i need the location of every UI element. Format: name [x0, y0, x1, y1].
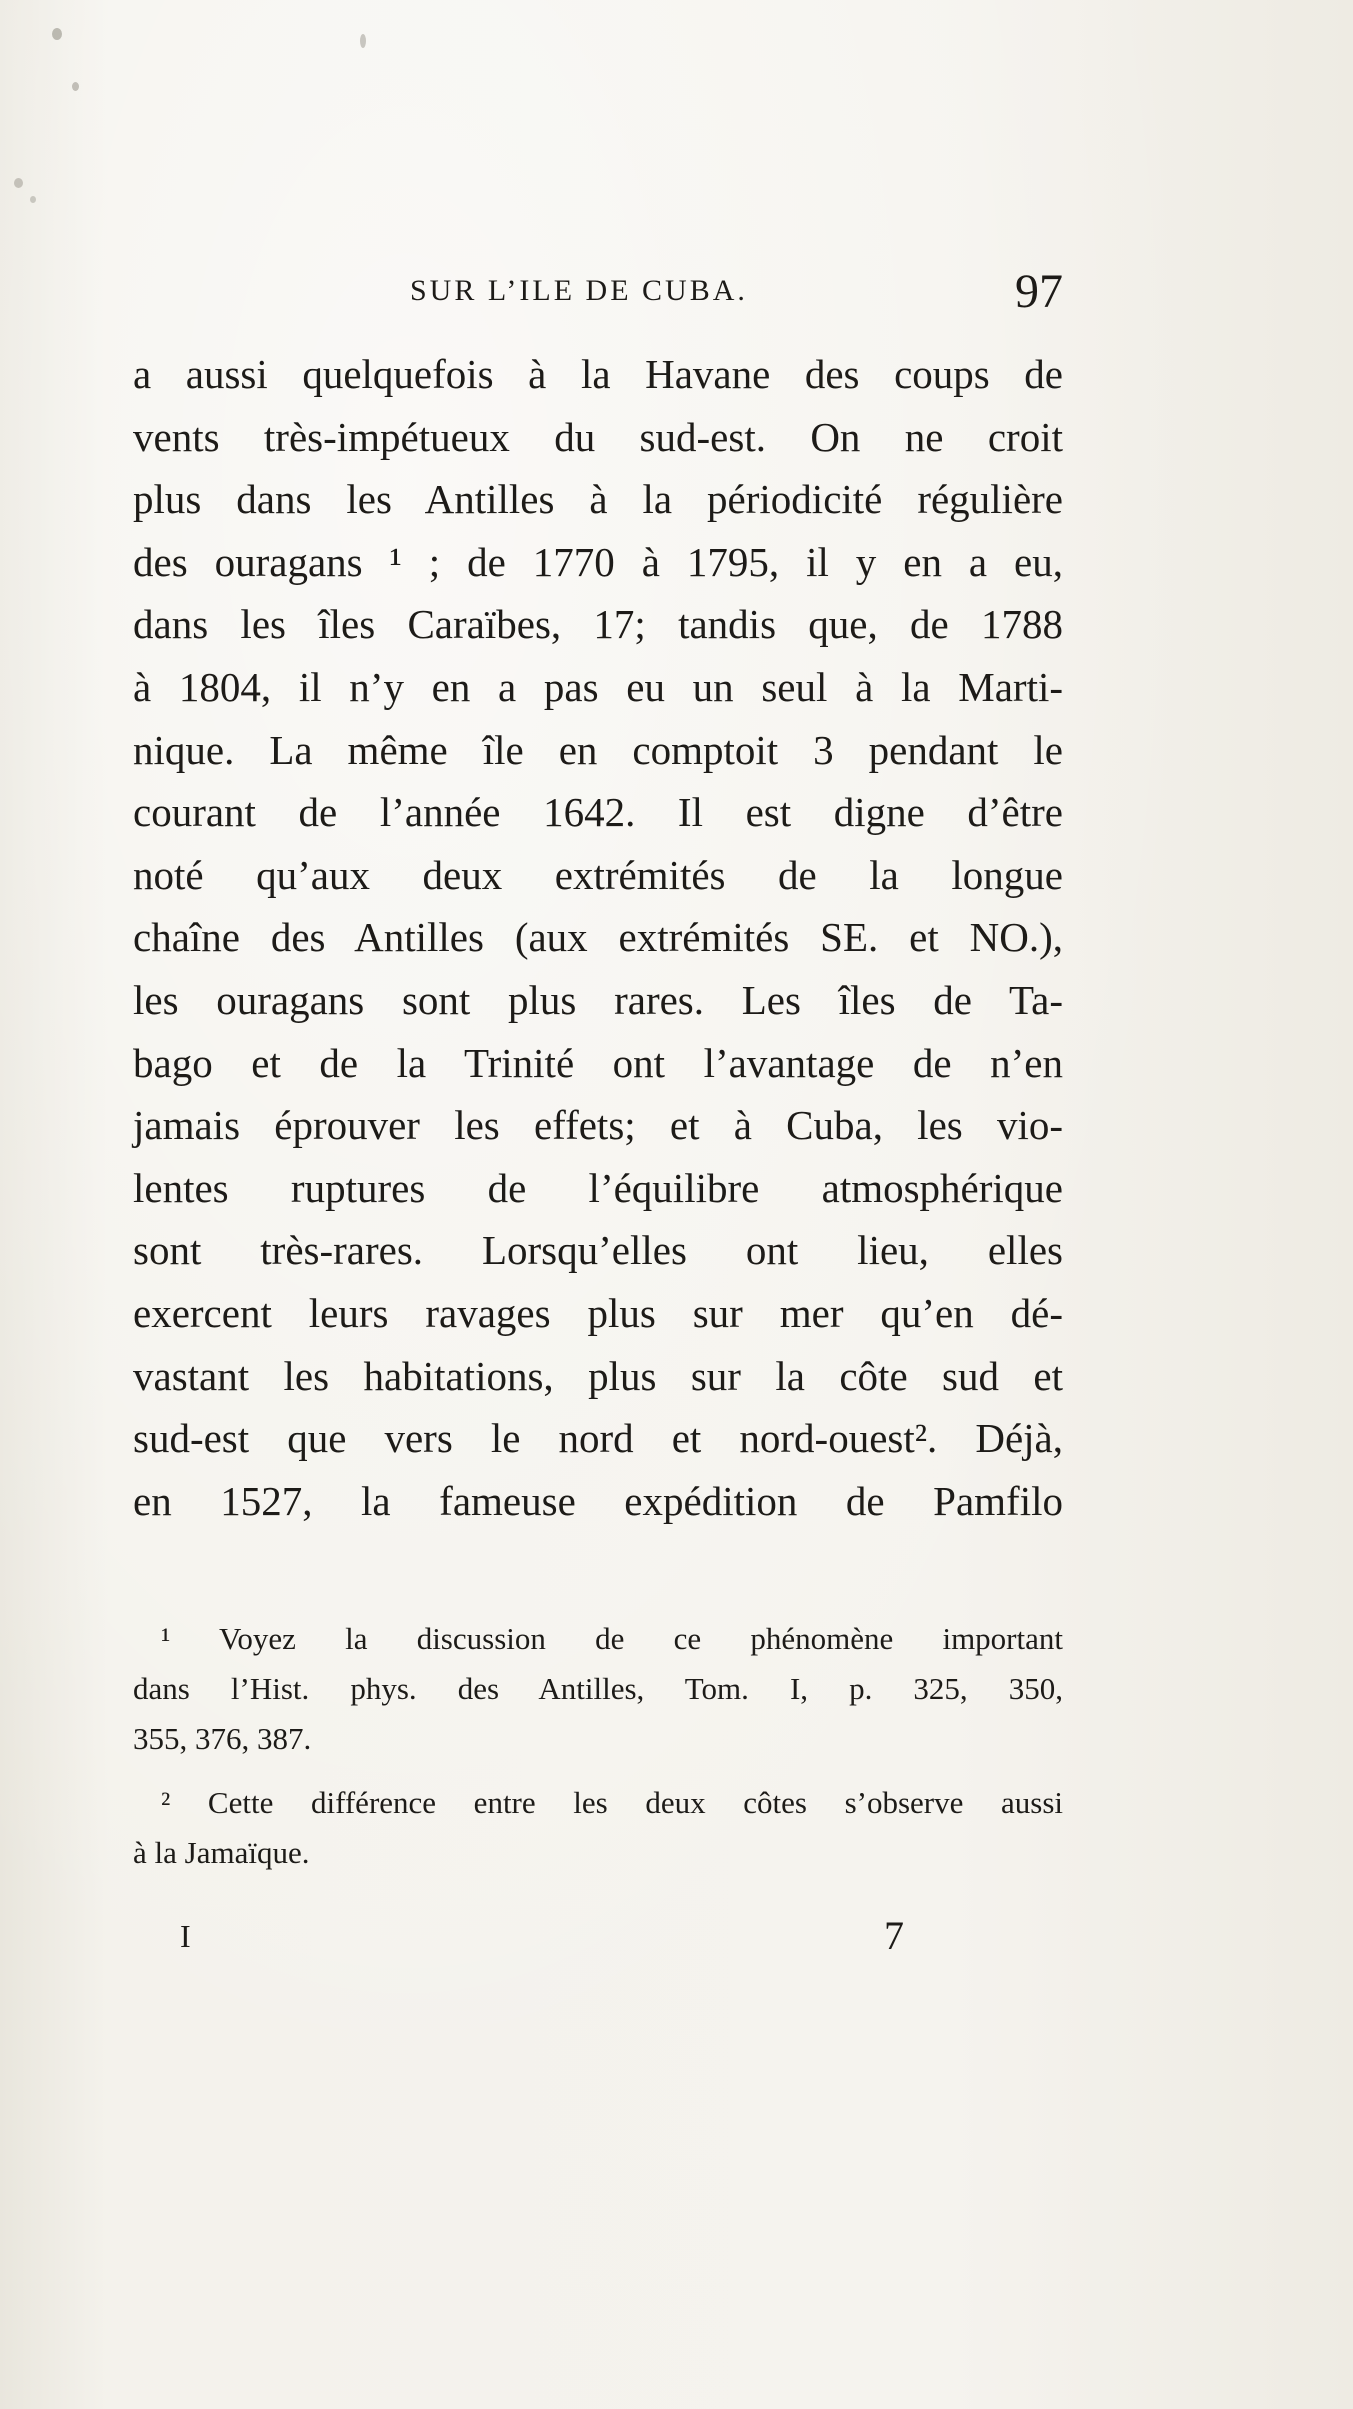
- text-line: les ouragans sont plus rares. Les îles de Ta-: [133, 976, 1063, 1023]
- text-line: en 1527, la fameuse expédition de Pamfilo: [133, 1477, 1063, 1524]
- body-text: [133, 343, 1063, 1532]
- text-line: sont très-rares. Lorsqu’elles ont lieu, elles: [133, 1227, 1063, 1274]
- ink-speck: [72, 82, 79, 91]
- text-line: sud-est que vers le nord et nord-ouest². Déjà,: [133, 1415, 1063, 1462]
- text-line: courant de l’année 1642. Il est digne d’être: [133, 789, 1063, 836]
- ink-speck: [360, 34, 366, 48]
- footnote-2-line-1: ² Cette différence entre les deux côtes s’observe aussi: [161, 1785, 1063, 1820]
- ink-speck: [52, 28, 62, 40]
- text-line: plus dans les Antilles à la périodicité régulière: [133, 476, 1063, 523]
- text-line: vents très-impétueux du sud-est. On ne croit: [133, 413, 1063, 460]
- text-line: des ouragans ¹ ; de 1770 à 1795, il y en a eu,: [133, 538, 1063, 585]
- text-line: jamais éprouver les effets; et à Cuba, les vio-: [133, 1102, 1063, 1149]
- footnote-1-line-2: dans l’Hist. phys. des Antilles, Tom. I, p. 325, 350,: [133, 1671, 1063, 1706]
- text-line: a aussi quelquefois à la Havane des coups de: [133, 351, 1063, 397]
- text-line: bago et de la Trinité ont l’avantage de n’en: [133, 1039, 1063, 1086]
- running-head: SUR L’ILE DE CUBA.: [410, 274, 748, 307]
- footnote-gap: [133, 1764, 1063, 1778]
- text-line: à 1804, il n’y en a pas eu un seul à la Marti-: [133, 663, 1063, 710]
- text-line: dans les îles Caraïbes, 17; tandis que, de 1788: [133, 601, 1063, 648]
- sheet-signature: 7: [884, 1913, 904, 1958]
- page-header: [133, 265, 1063, 328]
- text-line: vastant les habitations, plus sur la côte sud et: [133, 1352, 1063, 1399]
- text-line: exercent leurs ravages plus sur mer qu’en dé-: [133, 1289, 1063, 1336]
- text-line: lentes ruptures de l’équilibre atmosphérique: [133, 1164, 1063, 1211]
- text-line: chaîne des Antilles (aux extrémités SE. et NO.),: [133, 914, 1063, 961]
- page-number: 97: [1015, 265, 1063, 318]
- volume-signature: I: [180, 1918, 191, 1954]
- text-line: noté qu’aux deux extrémités de la longue: [133, 851, 1063, 898]
- footnote-1-line-3: 355, 376, 387.: [133, 1721, 312, 1756]
- text-line: nique. La même île en comptoit 3 pendant le: [133, 726, 1063, 773]
- footnote-1-line-1: ¹ Voyez la discussion de ce phénomène important: [161, 1621, 1063, 1656]
- footnotes: [133, 1614, 1063, 1878]
- ink-speck: [14, 178, 23, 188]
- ink-speck: [30, 196, 36, 203]
- footnote-2-line-2: à la Jamaïque.: [133, 1835, 310, 1870]
